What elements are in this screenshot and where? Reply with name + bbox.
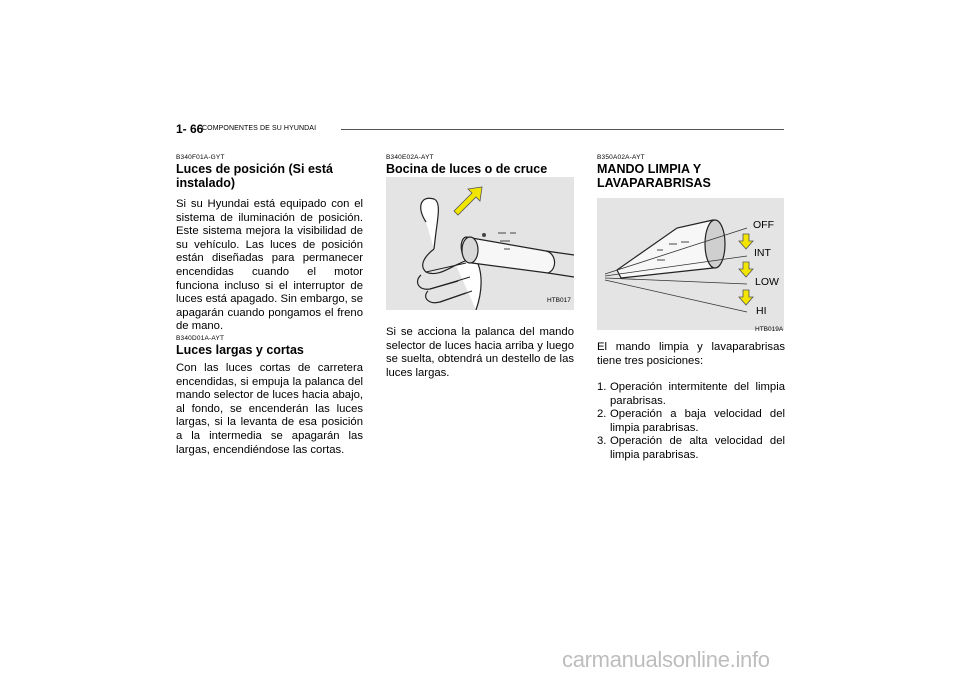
section-body: Con las luces cortas de carretera encendidas, si empuja la palanca del mando selector de luces hacia abajo, al fondo, se encenderán las luces largas, si la levanta de esa posición a la intermedia se apagarán las largas, encendiéndose las cortas. <box>176 362 363 456</box>
section-body: Si su Hyundai está equipado con el sistema de iluminación de posición. Este sistema mejora la visibilidad de su vehículo. Las luces de posición están diseñadas para permanecer encendidas cuando el motor funciona incluso si el interruptor de luces está apagado. Sin embargo, se apagarán cuando pongamos el freno de mano. <box>176 198 363 333</box>
section-intro: El mando limpia y lavaparabrisas tiene tres posiciones: <box>597 341 785 367</box>
down-arrow-icon <box>739 290 753 305</box>
watermark: carmanualsonline.info <box>562 647 770 672</box>
section-code: B350A02A-AYT <box>597 154 645 161</box>
list-number: 1. <box>597 381 607 393</box>
list-number: 3. <box>597 435 607 448</box>
list-item <box>597 381 785 408</box>
down-arrow-icon <box>739 262 753 277</box>
section-title: COMPONENTES DE SU HYUNDAI <box>202 125 317 132</box>
positions-list <box>597 381 785 463</box>
list-number: 2. <box>597 408 607 421</box>
position-label-int: INT <box>754 247 771 259</box>
down-arrow-icon <box>739 234 753 249</box>
header-divider <box>341 129 784 130</box>
headlight-flash-illustration <box>386 177 574 310</box>
list-text: Operación intermitente del limpia parabrisas. <box>610 381 785 407</box>
position-label-low: LOW <box>755 276 779 288</box>
section-body: Si se acciona la palanca del mando selector de luces hacia arriba y luego se suelta, obtendrá un destello de las luces largas. <box>386 326 574 379</box>
wiper-switch-illustration <box>597 198 784 330</box>
list-item <box>597 435 785 462</box>
position-label-hi: HI <box>756 305 767 317</box>
section-heading: Luces largas y cortas <box>176 343 304 357</box>
section-code: B340E02A-AYT <box>386 154 434 161</box>
section-code: B340F01A-GYT <box>176 154 225 161</box>
wiper-lever-shape <box>617 220 719 278</box>
list-item <box>597 408 785 435</box>
figure-label: HTB017 <box>547 297 571 304</box>
thumb-shape <box>421 198 439 249</box>
section-code: B340D01A-AYT <box>176 335 225 342</box>
list-text: Operación de alta velocidad del limpia parabrisas. <box>610 435 785 461</box>
section-heading: Luces de posición (Si está instalado) <box>176 162 333 190</box>
hand-lever-drawing <box>386 177 574 310</box>
page-number: 1- 66 <box>176 122 204 136</box>
section-heading: MANDO LIMPIA Y LAVAPARABRISAS <box>597 162 711 190</box>
up-arrow-icon <box>454 187 482 215</box>
section-heading: Bocina de luces o de cruce <box>386 162 548 176</box>
position-label-off: OFF <box>753 219 774 231</box>
figure-label: HTB019A <box>755 326 784 333</box>
list-text: Operación a baja velocidad del limpia parabrisas. <box>610 408 785 434</box>
